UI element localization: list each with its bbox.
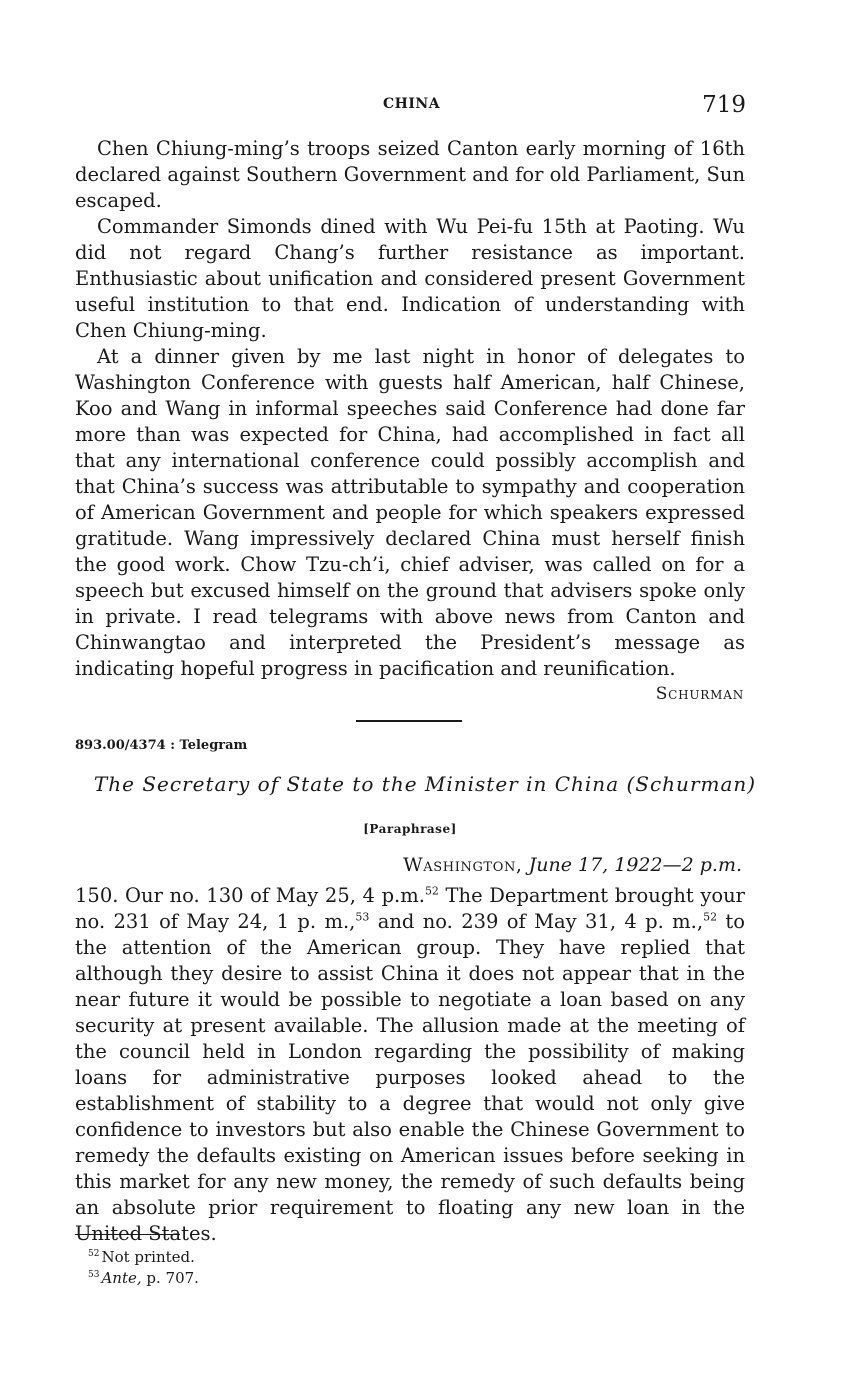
paragraph: Commander Simonds dined with Wu Pei-fu 15th at Paoting. Wu did not regard Chang’s further resistance as important. Enthusiastic about unification and considered present Government useful institution to that end. Indication of understanding with Chen Chiung-ming. [75,215,745,342]
footnote-ref: 52 [424,884,439,898]
text-segment: 150. Our no. 130 of May 25, 4 p.m. [75,884,425,907]
running-title: CHINA [383,96,441,112]
dateline-date: June 17, 1922—2 p.m. [528,854,742,876]
footnote-ref: 53 [355,910,370,924]
signature: Schurman [655,684,744,704]
footnote-marker: 53 [88,1270,100,1280]
text-segment: to the attention of the American group. They have replied that although they desire to assist China it does not appear that in the near future it would be possible to negotiate a loan based on any security at present available. The allusion made at the meeting of the council held in London regarding the possibility of making loans for administrative purposes looked ahead to the establishment of stability to a degree that would not only give confidence to investors but also enable the Chinese Government to remedy the defaults existing on American issues before seeking in this market for any new money, the remedy of such defaults being an absolute prior requirement to floating any new loan in the United States. [75,910,745,1245]
footnote [88,1245,199,1266]
file-reference: 893.00/4374 : Telegram [75,738,248,753]
dateline-place: Washington, [403,854,523,876]
text-segment: and no. 239 of May 31, 4 p. m., [369,910,704,933]
footnote-ref: 52 [703,910,718,924]
telegram-body-continued [75,136,745,682]
page-number: 719 [702,92,746,118]
footnote-text: p. 707. [141,1269,199,1287]
footnotes [88,1245,199,1287]
paragraph: At a dinner given by me last night in honor of delegates to Washington Conference with guests half American, half Chinese, Koo and Wang in informal speeches said Conference had done far more than was expected for China, had accomplished in fact all that any international conference could possibly accomplish and that China’s success was attributable to sympathy and cooperation of American Government and people for which speakers expressed gratitude. Wang impressively declared China must herself finish the good work. Chow Tzu-ch’i, chief adviser, was called on for a speech but excused himself on the ground that advisers spoke only in private. I read telegrams with above news from Canton and Chinwangtao and interpreted the President’s message as indicating hopeful progress in pacification and reunification. [75,345,745,680]
footnote-divider [75,1234,180,1235]
footnote [88,1266,199,1287]
paragraph [75,883,745,1247]
footnote-text: Not printed. [101,1248,195,1266]
dateline [403,854,742,876]
document-subtitle: [Paraphrase] [363,822,457,836]
paragraph: Chen Chiung-ming’s troops seized Canton early morning of 16th declared against Southern Government and for old Parliament, Sun escaped. [75,137,745,212]
running-header [0,92,850,122]
footnote-text-italic: Ante, [101,1269,142,1287]
section-divider [356,720,462,722]
text-segment: The Department brought your no. 231 of May 24, 1 p. m., [75,884,745,933]
document-title: The Secretary of State to the Minister in China (Schurman) [93,772,757,796]
footnote-marker: 52 [88,1249,100,1259]
telegram-body [75,883,745,1247]
